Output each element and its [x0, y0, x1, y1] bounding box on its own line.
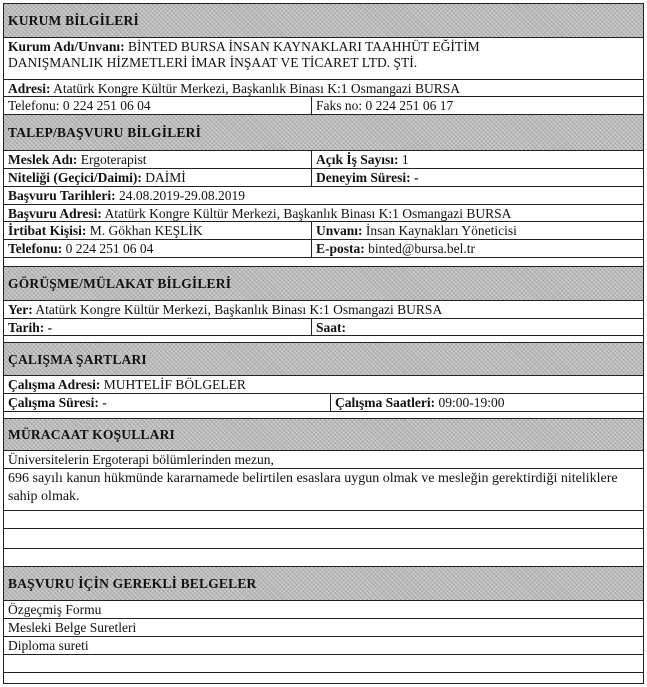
talep-telefon-label: Telefonu:: [8, 241, 63, 256]
niteligi-value: DAİMİ: [145, 170, 186, 185]
section-title: GÖRÜŞME/MÜLAKAT BİLGİLERİ: [8, 276, 232, 291]
belge-row: [4, 601, 643, 619]
kurum-address-row: [4, 80, 643, 97]
gorusme-tarih-value: -: [47, 320, 53, 335]
unvan-value: İnsan Kaynakları Yöneticisi: [365, 223, 517, 238]
gorusme-yer-label: Yer:: [8, 302, 33, 317]
deneyim-cell: [311, 169, 643, 186]
eposta-label: E-posta:: [316, 241, 365, 256]
gorusme-yer-row: [4, 301, 643, 319]
section-title: BAŞVURU İÇİN GEREKLİ BELGELER: [8, 576, 257, 591]
talep-nitelik-row: [4, 169, 643, 187]
section-title: MÜRACAAT KOŞULLARI: [8, 427, 175, 442]
calisma-sure-row: [4, 394, 643, 412]
deneyim-value: -: [414, 170, 419, 185]
belge-row: [4, 637, 643, 655]
empty-row: [4, 511, 643, 529]
calisma-sure-cell: [4, 394, 330, 411]
section-title: ÇALIŞMA ŞARTLARI: [8, 352, 147, 367]
talep-telefon-value: 0 224 251 06 04: [65, 241, 154, 256]
belge-item: Mesleki Belge Suretleri: [8, 620, 137, 635]
talep-telefon-cell: [4, 240, 311, 257]
basvuru-adres-value: Atatürk Kongre Kültür Merkezi, Başkanlık Binası K:1 Osmangazi BURSA: [104, 206, 512, 221]
kurum-name-row: [4, 38, 643, 80]
belge-item: Özgeçmiş Formu: [8, 602, 102, 617]
kurum-name-line2: DANIŞMANLIK HİZMETLERİ İMAR İNŞAAT VE TİCARET LTD. ŞTİ.: [8, 55, 418, 70]
gorusme-yer-cell: [4, 301, 643, 318]
kurum-fax-cell: [311, 97, 643, 114]
section-header-muracaat: [4, 419, 643, 451]
acik-is-label: Açık İş Sayısı:: [316, 152, 399, 167]
talep-adres-row: [4, 205, 643, 222]
talep-telefon-row: [4, 240, 643, 258]
kurum-address-label: Adresi:: [8, 81, 51, 96]
talep-irtibat-row: [4, 222, 643, 240]
section-header-belgeler: [4, 567, 643, 601]
calisma-adres-value: MUHTELİF BÖLGELER: [103, 377, 246, 392]
gorusme-saat-label: Saat:: [316, 320, 346, 335]
talep-tarih-row: [4, 187, 643, 205]
section-header-gorusme: [4, 267, 643, 301]
kurum-name-cell: [4, 38, 643, 79]
kurum-address-cell: [4, 80, 643, 96]
talep-meslek-row: [4, 151, 643, 169]
calisma-adres-label: Çalışma Adresi:: [8, 377, 101, 392]
kurum-phone-value: 0 224 251 06 04: [62, 98, 151, 113]
basvuru-adres-label: Başvuru Adresi:: [8, 206, 102, 221]
calisma-adres-cell: [4, 376, 643, 393]
meslek-value: Ergoterapist: [80, 152, 147, 167]
eposta-cell: [311, 240, 643, 257]
calisma-sure-label: Çalışma Süresi:: [8, 395, 99, 410]
section-title: KURUM BİLGİLERİ: [8, 13, 139, 28]
irtibat-value: M. Gökhan KEŞLİK: [89, 223, 203, 238]
empty-row: [4, 655, 643, 673]
gorusme-tarih-label: Tarih:: [8, 320, 45, 335]
basvuru-adres-cell: [4, 205, 643, 221]
unvan-cell: [311, 222, 643, 239]
gorusme-tarih-cell: [4, 319, 311, 335]
meslek-cell: [4, 151, 311, 168]
empty-row: [4, 549, 643, 567]
kurum-fax-label: Faks no:: [316, 98, 363, 113]
kurum-fax-value: 0 224 251 06 17: [365, 98, 454, 113]
muracaat-line2: 696 sayılı kanun hükmünde kararnamede belirtilen esaslara uygun olmak ve mesleğin gerektirdiği niteliklere sahip olmak.: [8, 471, 618, 504]
spacer-row: [4, 258, 643, 267]
muracaat-line1: Üniversitelerin Ergoterapi bölümlerinden mezun,: [8, 452, 274, 467]
section-header-talep: [4, 115, 643, 151]
acik-is-cell: [311, 151, 643, 168]
gorusme-yer-value: Atatürk Kongre Kültür Merkezi, Başkanlık Binası K:1 Osmangazi BURSA: [35, 302, 443, 317]
kurum-name-label: Kurum Adı/Unvanı:: [8, 39, 125, 54]
deneyim-label: Deneyim Süresi:: [316, 170, 411, 185]
gorusme-tarih-row: [4, 319, 643, 336]
meslek-label: Meslek Adı:: [8, 152, 78, 167]
kurum-phone-cell: [4, 97, 311, 114]
calisma-saatler-value: 09:00-19:00: [438, 395, 505, 410]
niteligi-label: Niteliği (Geçici/Daimi):: [8, 170, 142, 185]
kurum-name-line1: BİNTED BURSA İNSAN KAYNAKLARI TAAHHÜT EĞİTİM: [128, 39, 480, 54]
section-header-kurum: [4, 4, 643, 38]
belge-item: Diploma sureti: [8, 638, 89, 653]
muracaat-line2-row: [4, 469, 643, 511]
gorusme-saat-cell: [311, 319, 643, 335]
job-posting-form: [3, 3, 644, 684]
calisma-saatler-cell: [330, 394, 643, 411]
muracaat-line1-row: [4, 451, 643, 469]
acik-is-value: 1: [401, 152, 409, 167]
spacer-row: [4, 336, 643, 343]
irtibat-label: İrtibat Kişisi:: [8, 223, 87, 238]
basvuru-tarih-cell: [4, 187, 643, 204]
calisma-saatler-label: Çalışma Saatleri:: [335, 395, 436, 410]
kurum-contact-row: [4, 97, 643, 115]
niteligi-cell: [4, 169, 311, 186]
calisma-adres-row: [4, 376, 643, 394]
empty-row: [4, 529, 643, 549]
belge-row: [4, 619, 643, 637]
section-title: TALEP/BAŞVURU BİLGİLERİ: [8, 125, 202, 140]
calisma-sure-value: -: [102, 395, 107, 410]
kurum-phone-label: Telefonu:: [8, 98, 60, 113]
spacer-row: [4, 412, 643, 419]
eposta-value: binted@bursa.bel.tr: [368, 241, 476, 256]
basvuru-tarih-label: Başvuru Tarihleri:: [8, 188, 116, 203]
basvuru-tarih-value: 24.08.2019-29.08.2019: [119, 188, 246, 203]
section-header-calisma: [4, 343, 643, 376]
kurum-address-value: Atatürk Kongre Kültür Merkezi, Başkanlık Binası K:1 Osmangazi BURSA: [53, 81, 460, 96]
unvan-label: Unvanı:: [316, 223, 363, 238]
irtibat-cell: [4, 222, 311, 239]
